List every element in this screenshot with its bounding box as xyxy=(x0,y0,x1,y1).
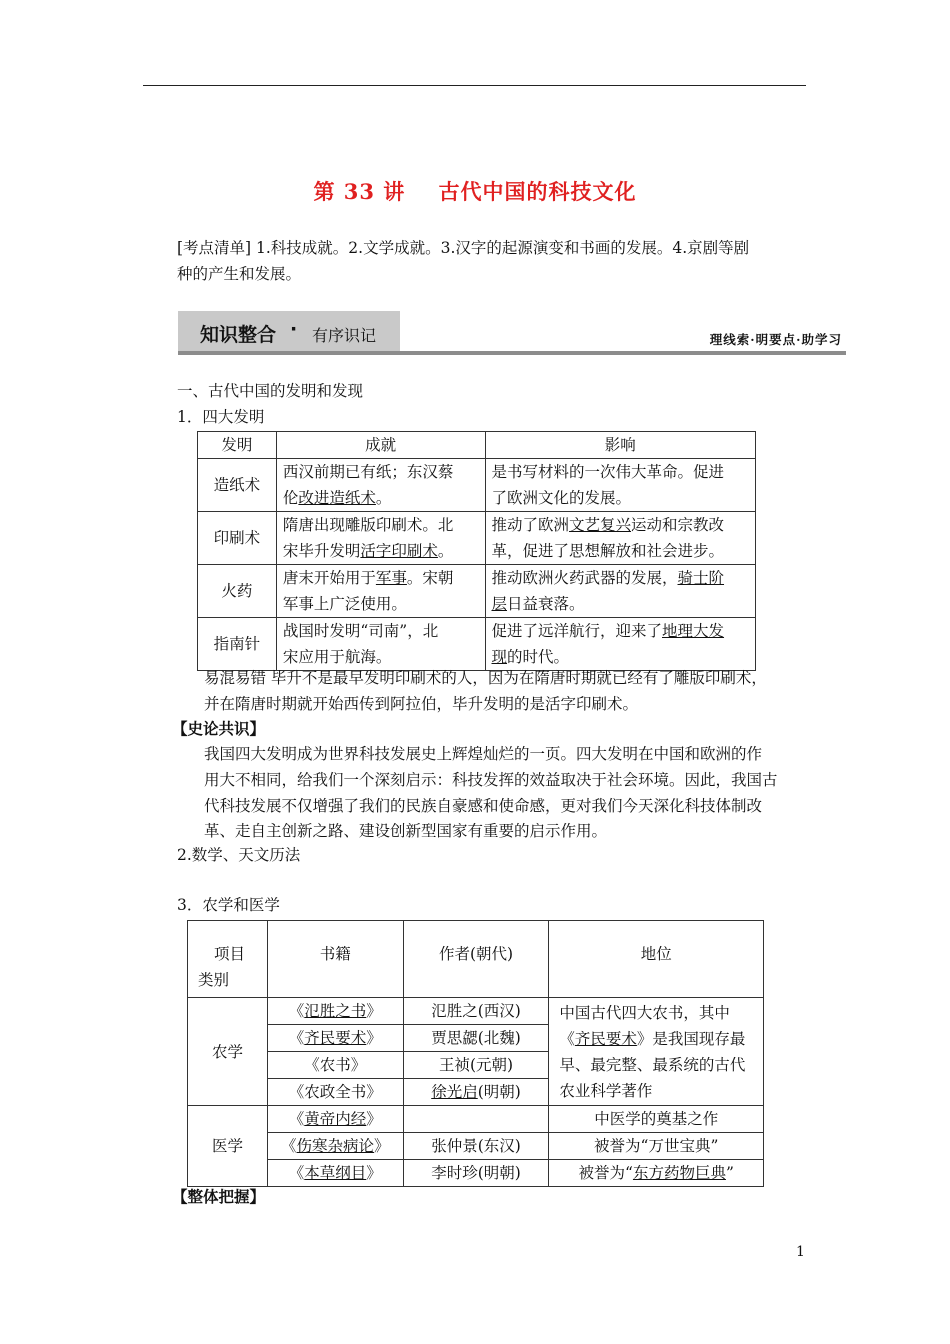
header-rule xyxy=(143,85,806,86)
book-cell: 《农书》 xyxy=(267,1052,403,1079)
table-row xyxy=(198,565,756,618)
invention-name: 指南针 xyxy=(198,618,277,671)
inventions-table xyxy=(197,431,756,671)
shilun-line: 代科技发展不仅增强了我们的民族自豪感和使命感，更对我们今天深化科技体制改 xyxy=(204,797,763,815)
table-header: 成就 xyxy=(276,432,485,459)
achievement-cell: 唐末开始用于军事。宋朝 军事上广泛使用。 xyxy=(276,565,485,618)
kaodian-line-1: [考点清单] 1.科技成就。2.文学成就。3.汉字的起源演变和书画的发展。4.京剧等剧 xyxy=(177,239,750,257)
table-header: 影响 xyxy=(485,432,756,459)
corner-header: 项目 类别 xyxy=(188,921,268,998)
author-cell: 徐光启(明朝) xyxy=(403,1079,549,1106)
subsection-2-heading: 2.数学、天文历法 xyxy=(177,846,301,864)
zhengti-label: 【整体把握】 xyxy=(172,1187,266,1206)
agri-medicine-table xyxy=(187,920,764,1187)
invention-name: 印刷术 xyxy=(198,512,277,565)
yihun-line-2: 并在隋唐时期就开始西传到阿拉伯，毕升发明的是活字印刷术。 xyxy=(204,695,639,713)
table-row xyxy=(188,1133,764,1160)
book-cell: 《农政全书》 xyxy=(267,1079,403,1106)
shilun-line: 用大不相同，给我们一个深刻启示：科技发挥的效益取决于社会环境。因此，我国古 xyxy=(204,771,778,789)
author-cell xyxy=(403,1106,549,1133)
yihun-line-1: 易混易错 毕升不是最早发明印刷术的人，因为在隋唐时期就已经有了雕版印刷术， xyxy=(204,669,767,687)
table-header: 作者(朝代) xyxy=(403,921,549,998)
table-row xyxy=(198,459,756,512)
invention-name: 造纸术 xyxy=(198,459,277,512)
category-cell: 医学 xyxy=(188,1106,268,1187)
status-cell: 中医学的奠基之作 xyxy=(549,1106,764,1133)
banner-main-label: 知识整合 xyxy=(200,324,277,346)
author-cell: 李时珍(明朝) xyxy=(403,1160,549,1187)
achievement-cell: 战国时发明“司南”，北 宋应用于航海。 xyxy=(276,618,485,671)
shilun-label: 【史论共识】 xyxy=(172,719,266,738)
page-number: 1 xyxy=(796,1244,805,1260)
table-row xyxy=(188,998,764,1025)
table-row xyxy=(198,618,756,671)
banner-dot: · xyxy=(290,318,298,340)
achievement-cell: 西汉前期已有纸；东汉蔡 伦改进造纸术。 xyxy=(276,459,485,512)
subsection-1-heading: 1．四大发明 xyxy=(177,408,265,426)
author-cell: 氾胜之(西汉) xyxy=(403,998,549,1025)
table-header: 发明 xyxy=(198,432,277,459)
achievement-cell: 隋唐出现雕版印刷术。北 宋毕升发明活字印刷术。 xyxy=(276,512,485,565)
category-cell: 农学 xyxy=(188,998,268,1106)
banner-sub-label: 有序识记 xyxy=(312,326,377,345)
subsection-3-heading: 3．农学和医学 xyxy=(177,896,280,914)
banner-underline xyxy=(178,351,846,355)
book-cell: 《齐民要术》 xyxy=(267,1025,403,1052)
table-header: 地位 xyxy=(549,921,764,998)
book-cell: 《黄帝内经》 xyxy=(267,1106,403,1133)
table-row xyxy=(188,1106,764,1133)
author-cell: 贾思勰(北魏) xyxy=(403,1025,549,1052)
page-title: 第 33 讲 古代中国的科技文化 xyxy=(313,179,637,204)
table-row xyxy=(198,512,756,565)
shilun-line: 我国四大发明成为世界科技发展史上辉煌灿烂的一页。四大发明在中国和欧洲的作 xyxy=(204,745,763,763)
author-cell: 张仲景(东汉) xyxy=(403,1133,549,1160)
impact-cell: 促进了远洋航行，迎来了地理大发 现的时代。 xyxy=(485,618,756,671)
status-cell: 被誉为“万世宝典” xyxy=(549,1133,764,1160)
impact-cell: 推动了欧洲文艺复兴运动和宗教改 革，促进了思想解放和社会进步。 xyxy=(485,512,756,565)
book-cell: 《本草纲目》 xyxy=(267,1160,403,1187)
book-cell: 《氾胜之书》 xyxy=(267,998,403,1025)
section-1-heading: 一、古代中国的发明和发现 xyxy=(177,382,364,400)
author-cell: 王祯(元朝) xyxy=(403,1052,549,1079)
impact-cell: 推动欧洲火药武器的发展，骑士阶 层日益衰落。 xyxy=(485,565,756,618)
section-banner xyxy=(178,311,846,355)
banner-right-label: 理线索·明要点·助学习 xyxy=(709,332,842,347)
impact-cell: 是书写材料的一次伟大革命。促进 了欧洲文化的发展。 xyxy=(485,459,756,512)
table-header: 书籍 xyxy=(267,921,403,998)
kaodian-line-2: 种的产生和发展。 xyxy=(177,265,302,283)
shilun-line: 革、走自主创新之路、建设创新型国家有重要的启示作用。 xyxy=(204,822,608,840)
table-row xyxy=(188,1160,764,1187)
status-cell: 被誉为“东方药物巨典” xyxy=(549,1160,764,1187)
status-cell: 中国古代四大农书，其中 《齐民要术》是我国现存最 早、最完整、最系统的古代 农业科学著作 xyxy=(549,998,764,1106)
book-cell: 《伤寒杂病论》 xyxy=(267,1133,403,1160)
invention-name: 火药 xyxy=(198,565,277,618)
